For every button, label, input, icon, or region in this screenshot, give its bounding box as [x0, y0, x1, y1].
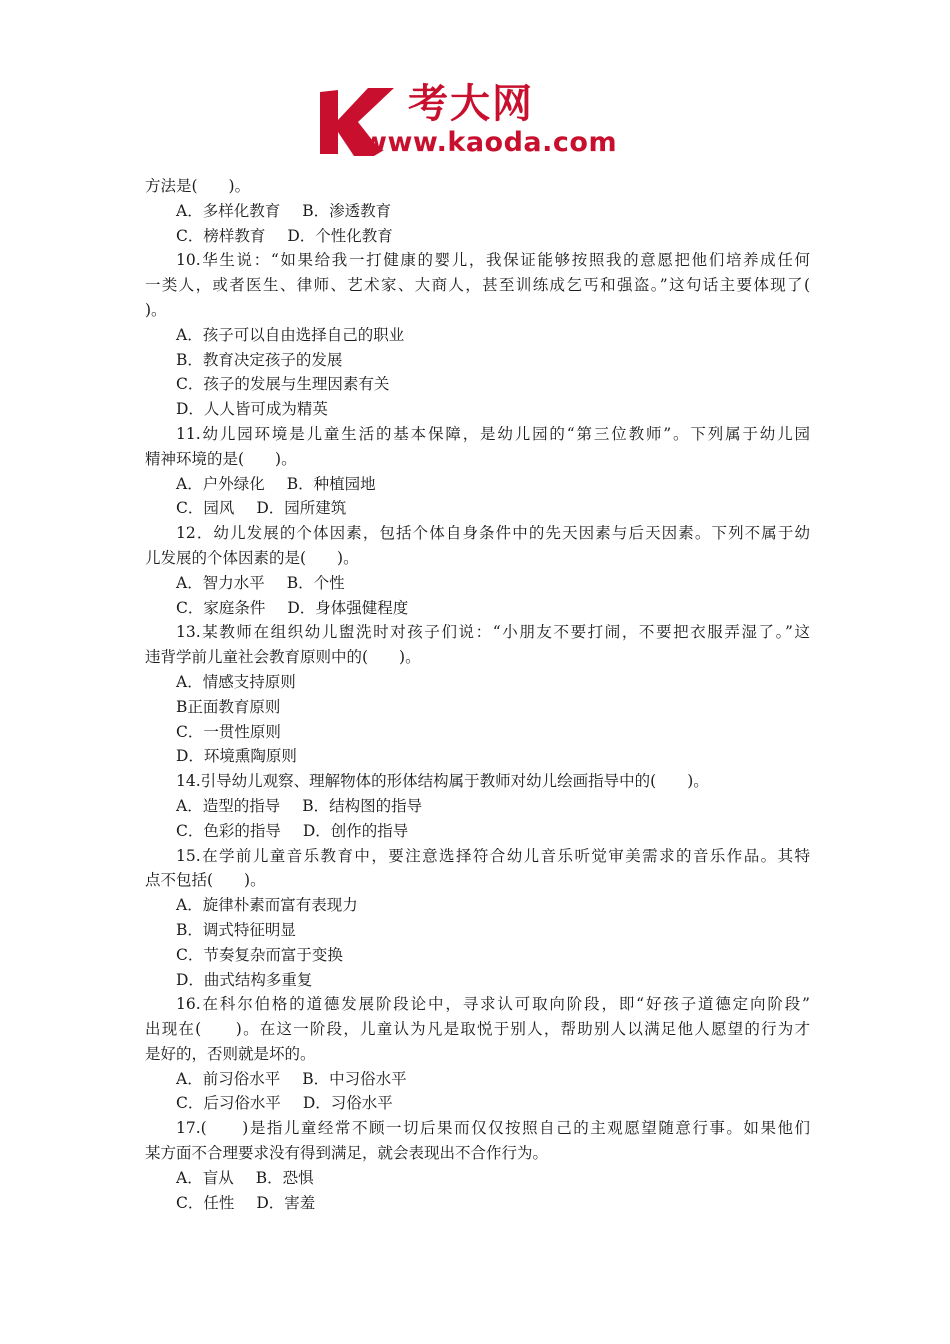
q9-stem: 方法是( )。: [145, 177, 251, 195]
question-list: [145, 174, 810, 1215]
option-b: B．个性: [286, 573, 345, 592]
q14-stem-line1: 14.引导幼儿观察、理解物体的形体结构属于教师对幼儿绘画指导中的( )。: [176, 772, 709, 791]
q16-stem-line1: 16.在科尔伯格的道德发展阶段论中，寻求认可取向阶段，即“好孩子道德定向阶段”: [176, 995, 810, 1014]
q10-stem-line3: )。: [145, 300, 167, 319]
option-a: A．智力水平: [176, 573, 265, 592]
q15-option-d: D．曲式结构多重复: [176, 970, 313, 989]
q14-options-cd: [145, 819, 810, 844]
q13-option-d: D．环境熏陶原则: [176, 747, 297, 766]
option-b: B．结构图的指导: [302, 796, 423, 815]
q14-options-ab: [145, 794, 810, 819]
q16-stem-line3: 是好的，否则就是坏的。: [145, 1044, 316, 1063]
option-b: B．种植园地: [286, 474, 376, 493]
q12-stem-line2: 儿发展的个体因素的是( )。: [145, 548, 359, 567]
q16-options-cd: [145, 1091, 810, 1116]
q12-stem-line1: 12．幼儿发展的个体因素，包括个体自身条件中的先天因素与后天因素。下列不属于幼: [176, 524, 810, 543]
option-c: C．后习俗水平: [176, 1094, 281, 1113]
q13-option-a: A．情感支持原则: [176, 672, 296, 691]
q10-stem-line2: 一类人，或者医生、律师、艺术家、大商人，甚至训练成乞丐和强盗。”这句话主要体现了(: [145, 276, 810, 295]
q17-stem-line2: 某方面不合理要求没有得到满足，就会表现出不合作行为。: [145, 1144, 549, 1163]
option-d: D．园所建筑: [256, 499, 347, 518]
q12-options-cd: [145, 596, 810, 621]
option-a: A．多样化教育: [176, 201, 281, 220]
q16-options-ab: [145, 1067, 810, 1092]
q15-option-c: C．节奏复杂而富于变换: [176, 945, 343, 964]
site-logo[interactable]: [318, 82, 638, 162]
option-a: A．盲从: [176, 1168, 234, 1187]
q9-options-ab: [145, 199, 810, 224]
option-c: C．色彩的指导: [176, 821, 281, 840]
q13-stem-line2: 违背学前儿童社会教育原则中的( )。: [145, 648, 421, 667]
q17-options-cd: [145, 1191, 810, 1216]
q13-stem-line1: 13.某教师在组织幼儿盥洗时对孩子们说：“小朋友不要打闹，不要把衣服弄湿了。”这: [176, 623, 810, 642]
option-a: A．户外绿化: [176, 474, 265, 493]
q17-options-ab: [145, 1166, 810, 1191]
option-d: D．身体强健程度: [287, 598, 409, 617]
q11-options-ab: [145, 472, 810, 497]
q10-option-d: D．人人皆可成为精英: [176, 400, 328, 419]
option-b: B．中习俗水平: [302, 1069, 407, 1088]
q10-stem-line1: 10.华生说：“如果给我一打健康的婴儿，我保证能够按照我的意愿把他们培养成任何: [176, 251, 810, 270]
option-a: A．前习俗水平: [176, 1069, 281, 1088]
option-c: C．任性: [176, 1193, 235, 1212]
q11-stem-line2: 精神环境的是( )。: [145, 449, 297, 468]
q12-options-ab: [145, 571, 810, 596]
q9-options-cd: [145, 224, 810, 249]
q10-option-c: C．孩子的发展与生理因素有关: [176, 375, 390, 394]
q15-stem-line2: 点不包括( )。: [145, 871, 266, 890]
q10-option-b: B．教育决定孩子的发展: [176, 350, 343, 369]
q13-option-b: B正面教育原则: [176, 697, 281, 716]
q15-stem-line1: 15.在学前儿童音乐教育中，要注意选择符合幼儿音乐听觉审美需求的音乐作品。其特: [176, 846, 810, 865]
q16-stem-line2: 出现在( )。在这一阶段，儿童认为凡是取悦于别人，帮助别人以满足他人愿望的行为才: [145, 1020, 810, 1039]
q17-stem-line1: 17.( )是指儿童经常不顾一切后果而仅仅按照自己的主观愿望随意行事。如果他们: [176, 1119, 810, 1138]
option-d: D．创作的指导: [302, 821, 409, 840]
q15-option-a: A．旋律朴素而富有表现力: [176, 896, 358, 915]
option-d: D．害羞: [256, 1193, 316, 1212]
q15-option-b: B．调式特征明显: [176, 920, 296, 939]
q13-option-c: C．一贯性原则: [176, 722, 281, 741]
logo-url: www.kaoda.com: [362, 127, 618, 158]
q11-stem-line1: 11.幼儿园环境是儿童生活的基本保障，是幼儿园的“第三位教师”。下列属于幼儿园: [176, 424, 810, 443]
option-d: D．个性化教育: [287, 226, 393, 245]
q10-option-a: A．孩子可以自由选择自己的职业: [176, 325, 405, 344]
option-b: B．渗透教育: [302, 201, 392, 220]
option-c: C．榜样教育: [176, 226, 266, 245]
option-b: B．恐惧: [255, 1168, 314, 1187]
q11-options-cd: [145, 496, 810, 521]
option-a: A．造型的指导: [176, 796, 281, 815]
option-d: D．习俗水平: [302, 1094, 393, 1113]
option-c: C．家庭条件: [176, 598, 266, 617]
option-c: C．园风: [176, 499, 235, 518]
logo-title: 考大网: [408, 81, 534, 127]
